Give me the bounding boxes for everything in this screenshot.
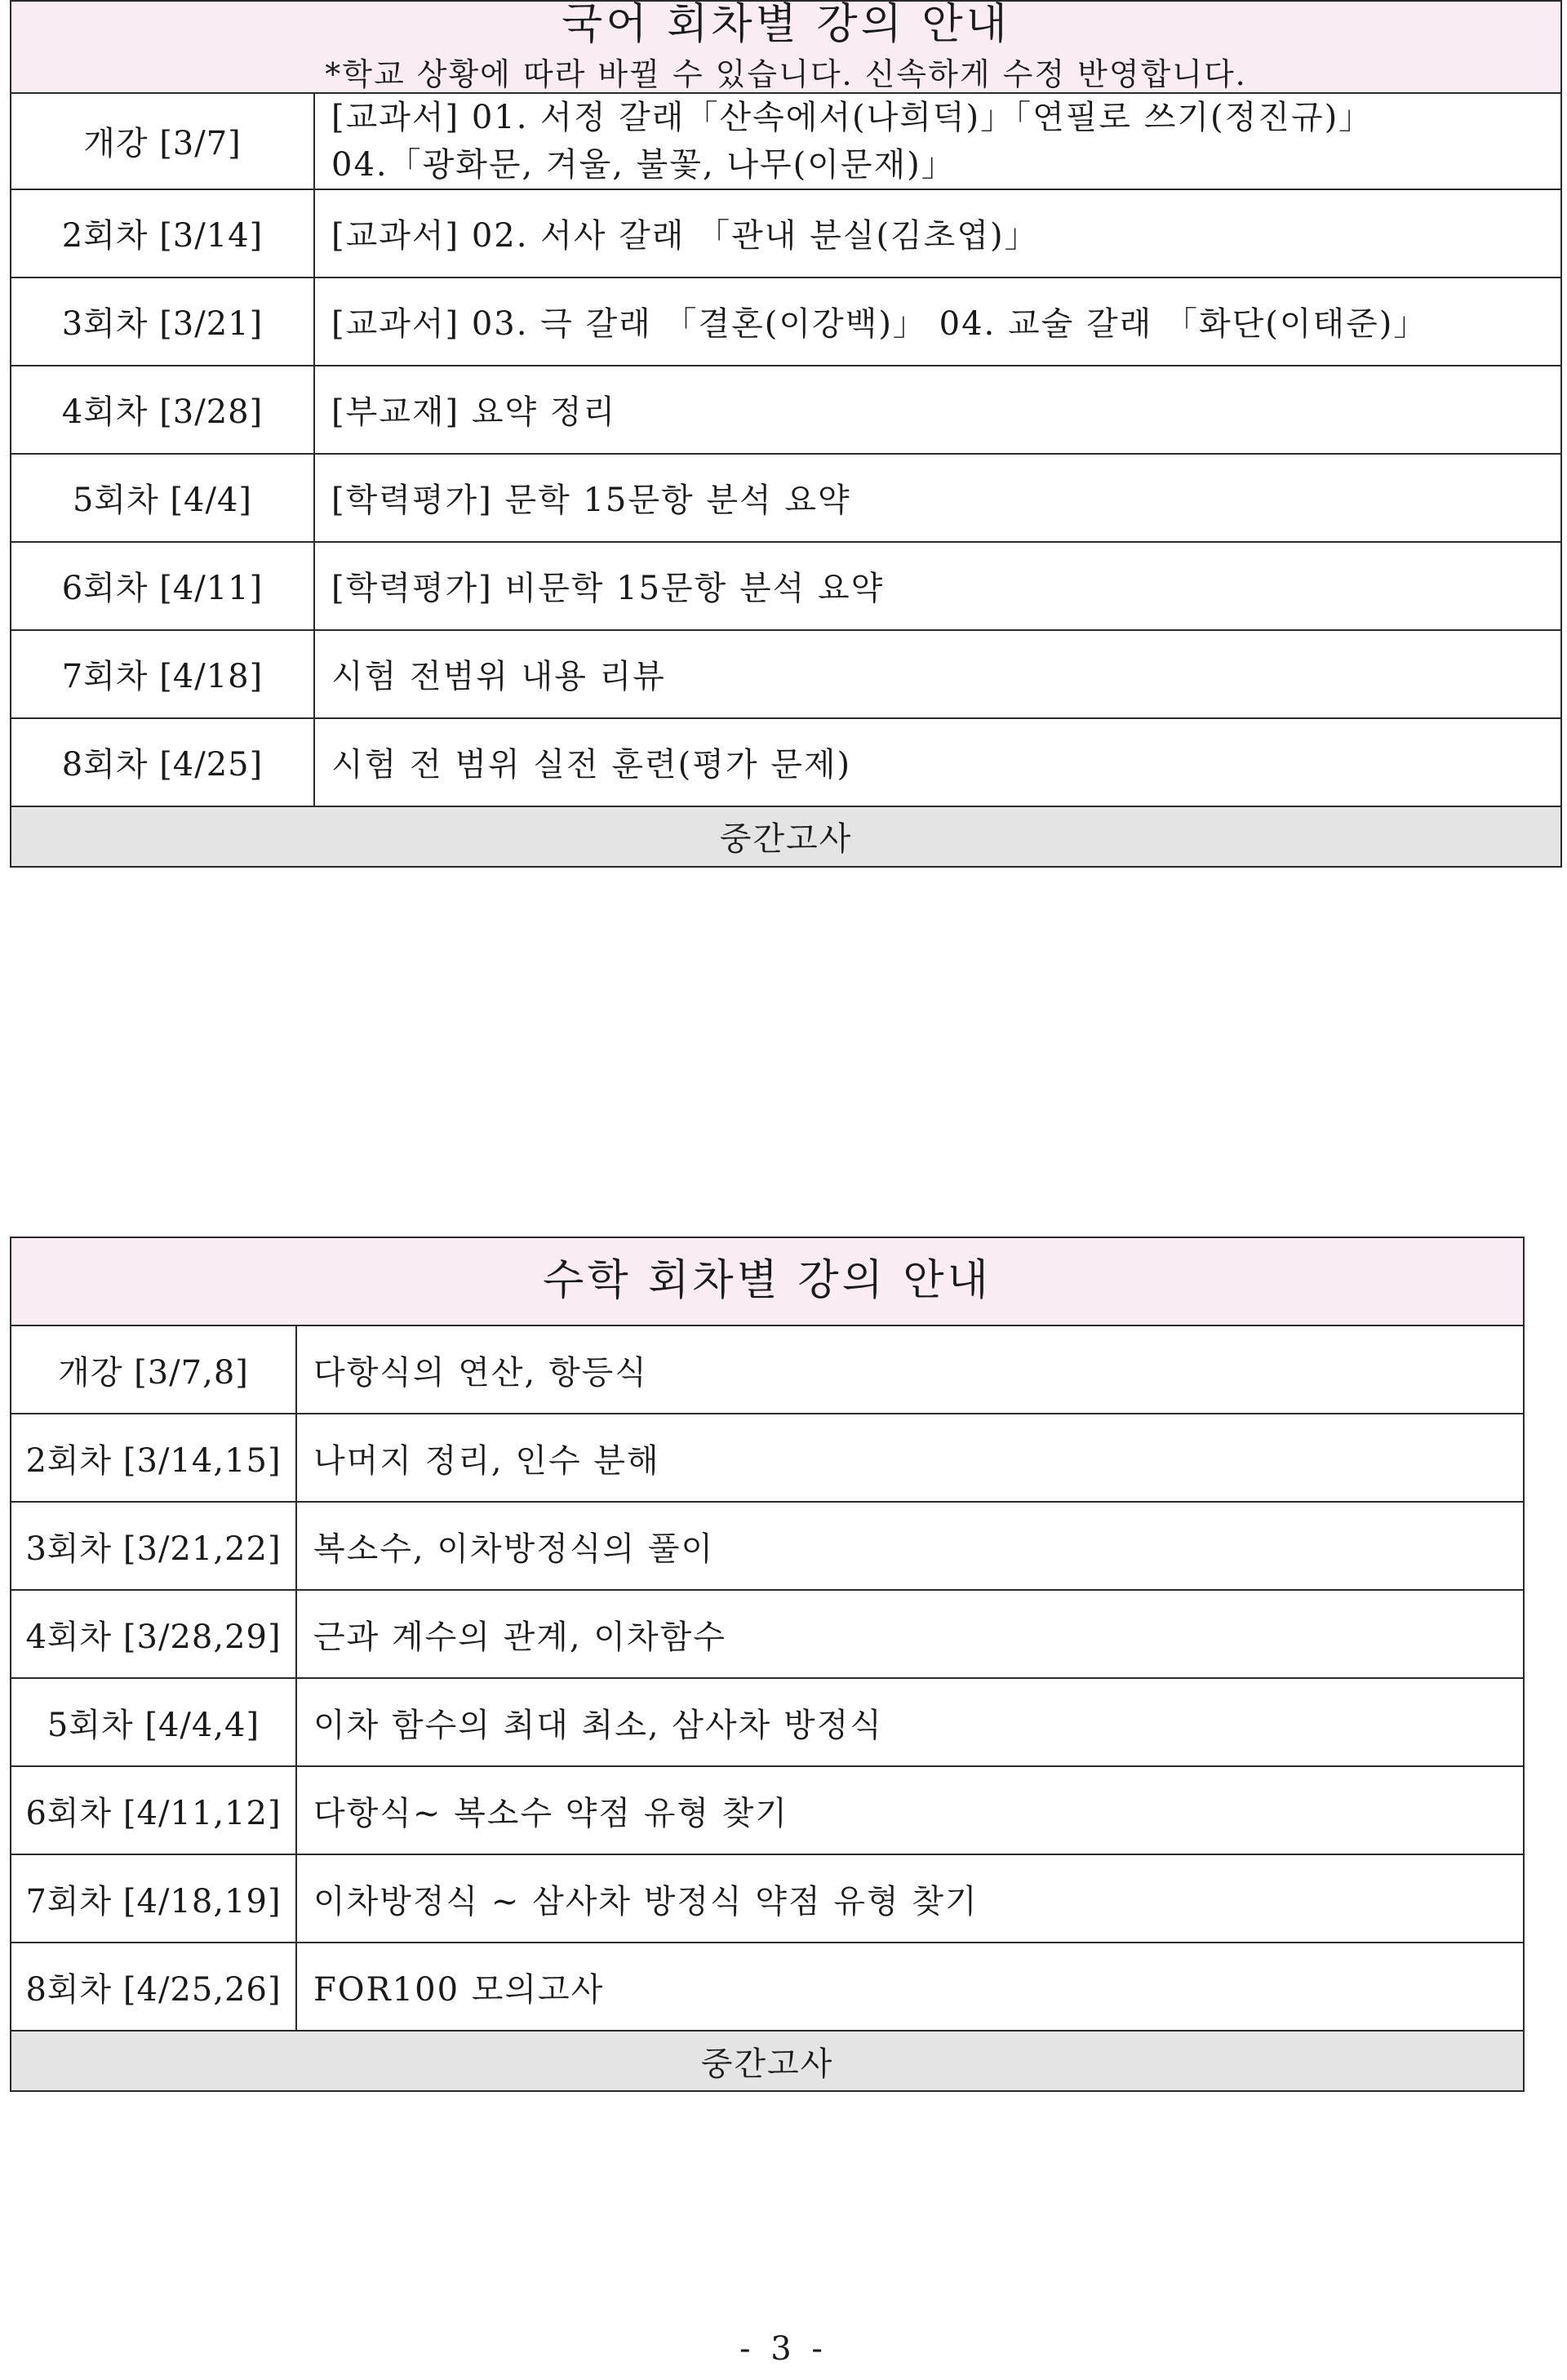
session-label: 5회차 [4/4,4] [11,1678,296,1766]
session-content: 시험 전 범위 실전 훈련(평가 문제) [314,718,1561,806]
session-content: 복소수, 이차방정식의 풀이 [296,1502,1524,1590]
table-row [11,1943,1524,2031]
math-header-cell [11,1237,1524,1325]
session-content: 다항식의 연산, 항등식 [296,1325,1524,1414]
session-content [314,93,1561,189]
session-label: 5회차 [4/4] [11,454,314,542]
session-label: 3회차 [3/21,22] [11,1502,296,1590]
korean-footer-row [11,806,1561,867]
table-row [11,454,1561,542]
table-row [11,1325,1524,1414]
table-row [11,1414,1524,1502]
session-label: 7회차 [4/18] [11,630,314,718]
math-header-row [11,1237,1524,1325]
session-label: 2회차 [3/14] [11,189,314,278]
session-content: 나머지 정리, 인수 분해 [296,1414,1524,1502]
table-row [11,1854,1524,1943]
session-content: FOR100 모의고사 [296,1943,1524,2031]
session-content: [교과서] 03. 극 갈래 「결혼(이강백)」 04. 교술 갈래 「화단(이태준)」 [314,278,1561,366]
session-label: 개강 [3/7] [11,93,314,189]
session-label: 개강 [3/7,8] [11,1325,296,1414]
session-label: 8회차 [4/25] [11,718,314,806]
table-row [11,1766,1524,1854]
session-label: 7회차 [4/18,19] [11,1854,296,1943]
session-content: [학력평가] 비문학 15문항 분석 요약 [314,542,1561,630]
korean-header-cell [11,1,1561,93]
table-row [11,630,1561,718]
session-label: 6회차 [4/11] [11,542,314,630]
session-content-line: 04.「광화문, 겨울, 불꽃, 나무(이문재)」 [331,145,956,184]
math-title: 수학 회차별 강의 안내 [543,1256,992,1306]
math-schedule-table [10,1237,1525,2092]
table-row [11,93,1561,189]
session-label: 4회차 [3/28,29] [11,1590,296,1678]
table-row [11,278,1561,366]
session-label: 3회차 [3/21] [11,278,314,366]
session-content: [부교재] 요약 정리 [314,366,1561,454]
session-label: 8회차 [4/25,26] [11,1943,296,2031]
session-label: 6회차 [4/11,12] [11,1766,296,1854]
session-label: 2회차 [3/14,15] [11,1414,296,1502]
session-content-line: [교과서] 01. 서정 갈래「산속에서(나희덕)」「연필로 쓰기(정진규)」 [331,98,1374,136]
session-content: 시험 전범위 내용 리뷰 [314,630,1561,718]
midterm-exam-label: 중간고사 [11,806,1561,867]
table-row [11,718,1561,806]
session-content: 이차방정식 ~ 삼사차 방정식 약점 유형 찾기 [296,1854,1524,1943]
page-number: - 3 - [739,2330,828,2368]
korean-schedule-table [10,0,1562,868]
korean-schedule-note: *학교 상황에 따라 바뀔 수 있습니다. 신속하게 수정 반영합니다. [325,56,1247,93]
session-content: [교과서] 02. 서사 갈래 「관내 분실(김초엽)」 [314,189,1561,278]
table-row [11,1502,1524,1590]
korean-title: 국어 회차별 강의 안내 [562,0,1010,49]
session-content: 이차 함수의 최대 최소, 삼사차 방정식 [296,1678,1524,1766]
table-row [11,542,1561,630]
table-row [11,1678,1524,1766]
table-row [11,366,1561,454]
midterm-exam-label: 중간고사 [11,2031,1524,2091]
session-content: 근과 계수의 관계, 이차함수 [296,1590,1524,1678]
korean-header-row [11,1,1561,93]
session-label: 4회차 [3/28] [11,366,314,454]
session-content: [학력평가] 문학 15문항 분석 요약 [314,454,1561,542]
math-footer-row [11,2031,1524,2091]
table-row [11,1590,1524,1678]
session-content: 다항식~ 복소수 약점 유형 찾기 [296,1766,1524,1854]
table-row [11,189,1561,278]
